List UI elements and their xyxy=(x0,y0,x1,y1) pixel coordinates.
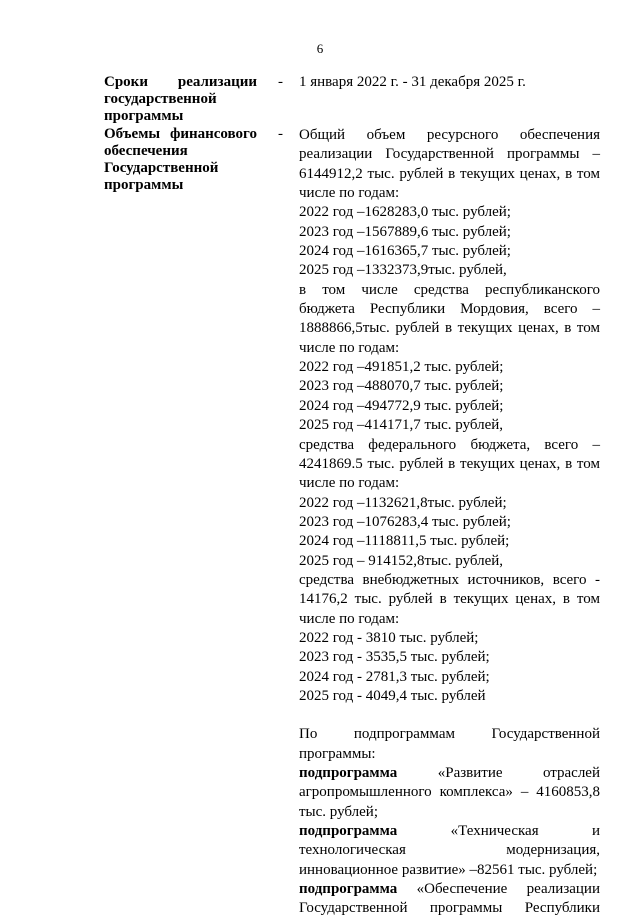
text-line: 2023 год –1567889,6 тыс. рублей; xyxy=(299,223,511,240)
subprogram-line: инновационное развитие» –82561 тыс. рублей; xyxy=(299,861,598,878)
label-line: Государственной xyxy=(104,160,219,176)
paragraph-gap xyxy=(299,706,600,725)
text-line: 1888866,5тыс. рублей в текущих ценах, в том xyxy=(299,320,600,337)
text-line: 6144912,2 тыс. рублей в текущих ценах, в том xyxy=(299,165,600,182)
label-line: Сроки реализации xyxy=(104,74,257,90)
row-label xyxy=(104,74,257,125)
text-line: 2023 год –488070,7 тыс. рублей; xyxy=(299,378,504,395)
label-line: обеспечения xyxy=(104,143,188,159)
text-line: средства федерального бюджета, всего – xyxy=(299,436,600,453)
text-line: 2024 год –1616365,7 тыс. рублей; xyxy=(299,243,511,260)
text-line: числе по годам: xyxy=(299,610,400,627)
subprogram-line xyxy=(299,822,600,841)
text-line: 2025 год –1332373,9тыс. рублей, xyxy=(299,262,507,279)
row-dash: - xyxy=(278,74,283,90)
subprogram-line xyxy=(299,880,600,899)
text-line: 2022 год –1132621,8тыс. рублей; xyxy=(299,494,507,511)
subprogram-line: Государственной программы Республики xyxy=(299,900,600,917)
text-line: 2022 год - 3810 тыс. рублей; xyxy=(299,629,479,646)
row-label xyxy=(104,126,257,194)
text-line: 2023 год - 3535,5 тыс. рублей; xyxy=(299,649,490,666)
subprogram-keyword: подпрограмма xyxy=(299,823,398,840)
text-line: 2024 год –494772,9 тыс. рублей; xyxy=(299,397,504,414)
text-line: реализации Государственной программы – xyxy=(299,146,600,163)
text-line: 14176,2 тыс. рублей в текущих ценах, в том xyxy=(299,591,600,608)
label-line: государственной xyxy=(104,91,217,107)
subprograms-intro-line: программы: xyxy=(299,745,376,762)
text-line: числе по годам: xyxy=(299,185,400,202)
subprogram-keyword: подпрограмма xyxy=(299,881,398,898)
text-line: 2022 год –491851,2 тыс. рублей; xyxy=(299,359,504,376)
text-line: 2023 год –1076283,4 тыс. рублей; xyxy=(299,513,511,530)
subprogram-line xyxy=(299,764,600,783)
text-line: 2024 год –1118811,5 тыс. рублей; xyxy=(299,533,510,550)
row-value: 1 января 2022 г. - 31 декабря 2025 г. xyxy=(299,74,526,90)
text-line: Общий объем ресурсного обеспечения xyxy=(299,127,600,143)
subprogram-keyword: подпрограмма xyxy=(299,765,398,781)
row-dash: - xyxy=(278,126,283,142)
label-line: программы xyxy=(104,108,184,124)
text-line: 4241869.5 тыс. рублей в текущих ценах, в том xyxy=(299,455,600,472)
subprogram-line: тыс. рублей; xyxy=(299,803,378,820)
text-line: 2025 год – 914152,8тыс. рублей, xyxy=(299,552,504,569)
text-line: средства внебюджетных источников, всего - xyxy=(299,571,600,588)
subprogram-title: «Развитие отраслей xyxy=(437,765,600,781)
text-line: 2025 год - 4049,4 тыс. рублей xyxy=(299,687,486,704)
label-line: Объемы финансового xyxy=(104,126,257,142)
subprogram-title: «Обеспечение реализации xyxy=(416,881,600,898)
page-number: 6 xyxy=(316,41,324,56)
text-line: 2025 год –414171,7 тыс. рублей, xyxy=(299,417,504,434)
subprogram-line: технологическая модернизация, xyxy=(299,842,600,859)
subprograms-intro-line: По подпрограммам Государственной xyxy=(299,726,600,743)
label-line: программы xyxy=(104,177,184,193)
text-line: 2022 год –1628283,0 тыс. рублей; xyxy=(299,204,511,221)
text-line: числе по годам: xyxy=(299,475,400,492)
financing-text xyxy=(299,126,600,919)
text-line: 2024 год - 2781,3 тыс. рублей; xyxy=(299,668,490,685)
text-line: числе по годам: xyxy=(299,339,400,356)
text-line: бюджета Республики Мордовия, всего – xyxy=(299,301,600,318)
text-line: в том числе средства республиканского xyxy=(299,281,600,298)
subprogram-line: агропромышленного комплекса» – 4160853,8 xyxy=(299,784,600,801)
subprogram-title: «Техническая и xyxy=(450,823,601,840)
